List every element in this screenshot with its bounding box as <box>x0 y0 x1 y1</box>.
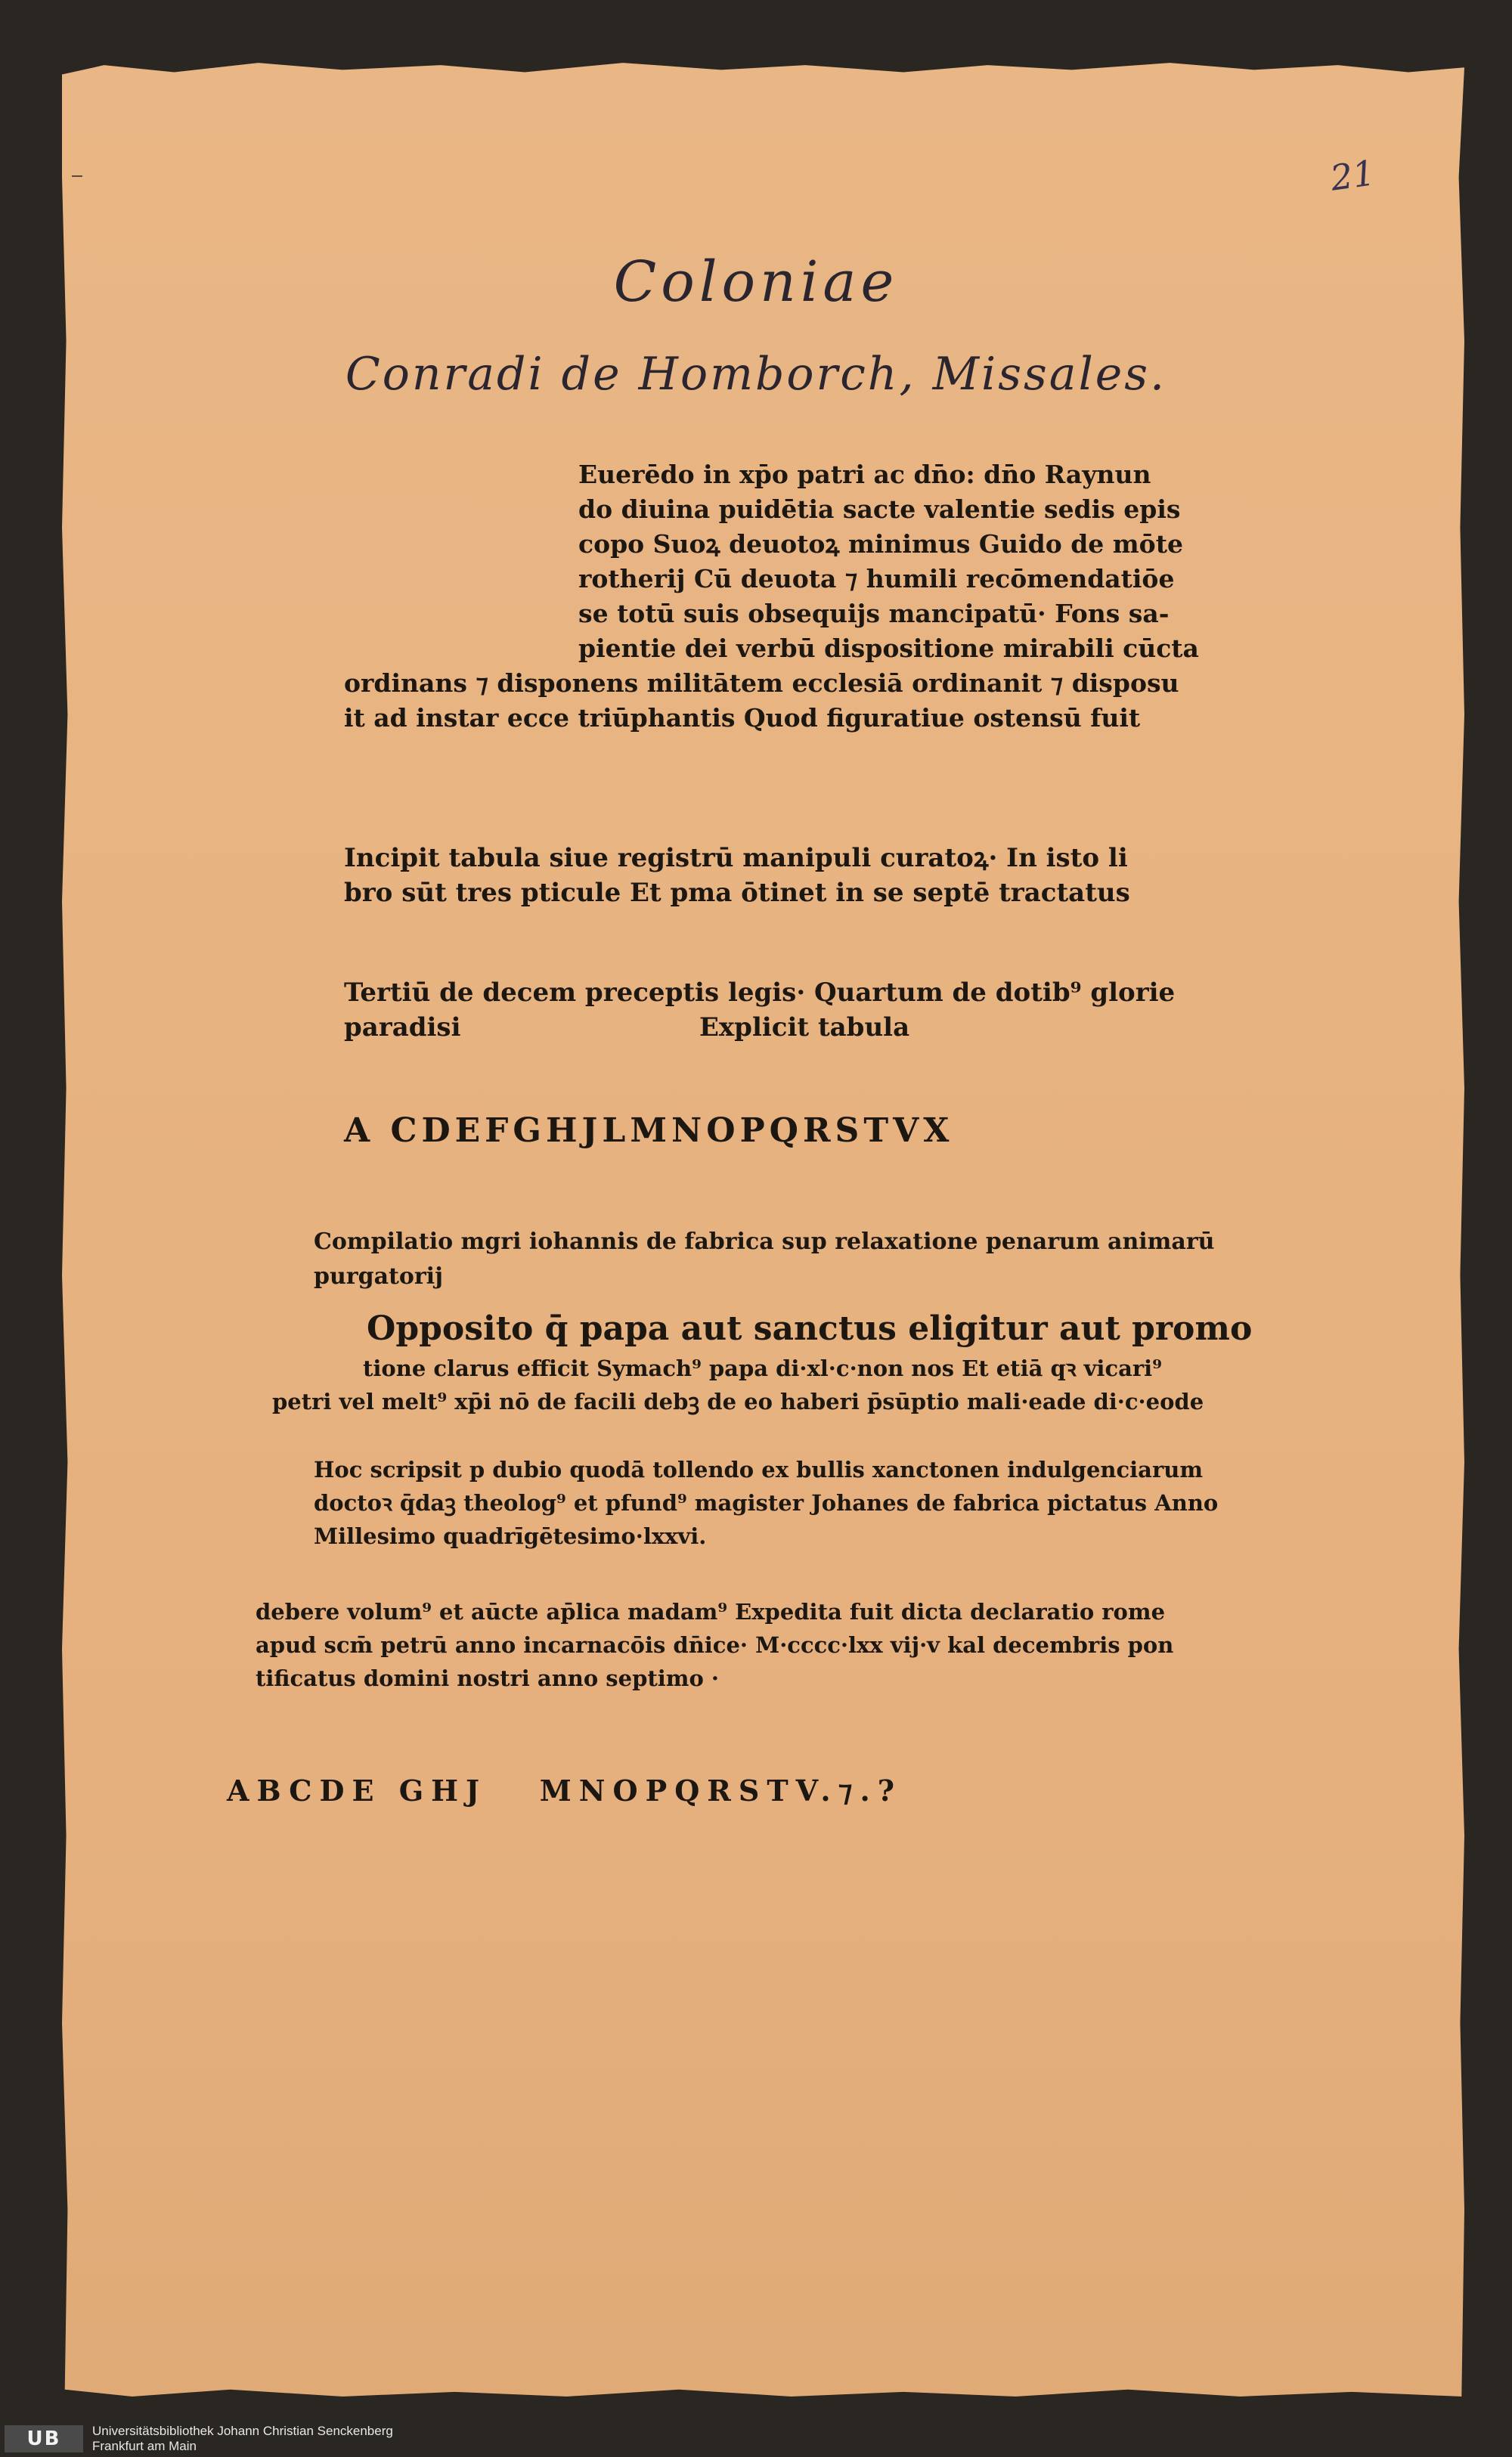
text-line: se totū suis obsequijs mancipatū· Fons sa- <box>578 599 1170 628</box>
text-block-dedication <box>344 457 1199 736</box>
text-line: purgatorij <box>314 1263 443 1290</box>
text-block-explicit <box>344 975 1191 1045</box>
text-block-compilatio <box>314 1225 1215 1294</box>
text-line: pientie dei verbū dispositione mirabili cūcta <box>578 634 1199 663</box>
text-line: bro sūt tres pticule Et pma ōtinet in se septē tractatus <box>344 878 1130 908</box>
text-line: rotherij Cū deuota ⁊ humili recōmendatiōe <box>578 564 1175 593</box>
text-line: copo Suoꝝ deuotoꝝ minimus Guido de mōte <box>578 529 1183 559</box>
text-block-hoc-scripsit <box>314 1453 1219 1553</box>
text-line: tione clarus efficit Symach⁹ papa di·xl·c·non nos Et etiā qꝛ vicari⁹ <box>363 1356 1162 1381</box>
text-line <box>344 1010 1191 1045</box>
text-line: apud scm̄ petrū anno incarnacōis dn̄ice· M·cccc·lxx vij·v kal decembris pon <box>256 1632 1174 1658</box>
ub-logo: UB <box>5 2425 83 2452</box>
text-line: do diuina puidētia sacte valentie sedis epis <box>578 494 1181 524</box>
text-line: Incipit tabula siue registrū manipuli curatoꝝ· In isto li <box>344 843 1128 873</box>
text-line: Compilatio mgri iohannis de fabrica sup relaxatione penarum animarū <box>314 1228 1215 1255</box>
type-alphabet-specimen-2: ABCDE GHJ MNOPQRSTV.⁊.? <box>227 1774 903 1808</box>
text-line-large: Opposito q̄ papa aut sanctus eligitur aut promo <box>367 1309 1253 1348</box>
text-line: doctoꝛ q̄daꝫ theolog⁹ et pfund⁹ magister Johanes de fabrica pictatus Anno <box>314 1490 1219 1516</box>
library-name: Universitätsbibliothek Johann Christian Senckenberg <box>92 2424 393 2438</box>
text-block-colophon <box>256 1595 1185 1695</box>
text-line: debere volum⁹ et aūcte ap̄lica madam⁹ Expedita fuit dicta declaratio rome <box>256 1599 1166 1625</box>
text-line: Hoc scripsit p dubio quodā tollendo ex bullis xanctonen indulgenciarum <box>314 1457 1204 1483</box>
text-line: it ad instar ecce triūphantis Quod figuratiue ostensū fuit <box>344 703 1141 733</box>
text-line: Millesimo quadrīgētesimo·lxxvi. <box>314 1523 707 1549</box>
text-fragment: paradisi <box>344 1012 461 1043</box>
margin-mark <box>72 175 82 177</box>
library-footer <box>0 2419 1512 2457</box>
manuscript-heading-printer: Conradi de Homborch, Missales. <box>345 348 1167 401</box>
text-line: ordinans ⁊ disponens militātem ecclesiā ordinanit ⁊ disposu <box>344 668 1179 698</box>
text-block-opposito <box>272 1306 1253 1418</box>
text-line: tificatus domini nostri anno septimo · <box>256 1665 719 1691</box>
library-credit <box>92 2424 393 2454</box>
library-city: Frankfurt am Main <box>92 2439 197 2453</box>
text-block-incipit <box>344 841 1191 910</box>
explicit-label: Explicit tabula <box>699 1012 910 1043</box>
type-alphabet-specimen-1: A CDEFGHJLMNOPQRSTVX <box>344 1111 954 1150</box>
folio-number: 21 <box>1328 152 1378 199</box>
manuscript-heading-city: Coloniae <box>613 249 899 314</box>
text-line: Tertiū de decem preceptis legis· Quartum de dotib⁹ glorie <box>344 978 1176 1008</box>
text-line: Euerēdo in xp̄o patri ac dn̄o: dn̄o Raynun <box>578 460 1151 489</box>
text-line: petri vel melt⁹ xp̄i nō de facili debꝫ de eo haberi p̄sūptio mali·eade di·c·eode <box>272 1389 1204 1414</box>
